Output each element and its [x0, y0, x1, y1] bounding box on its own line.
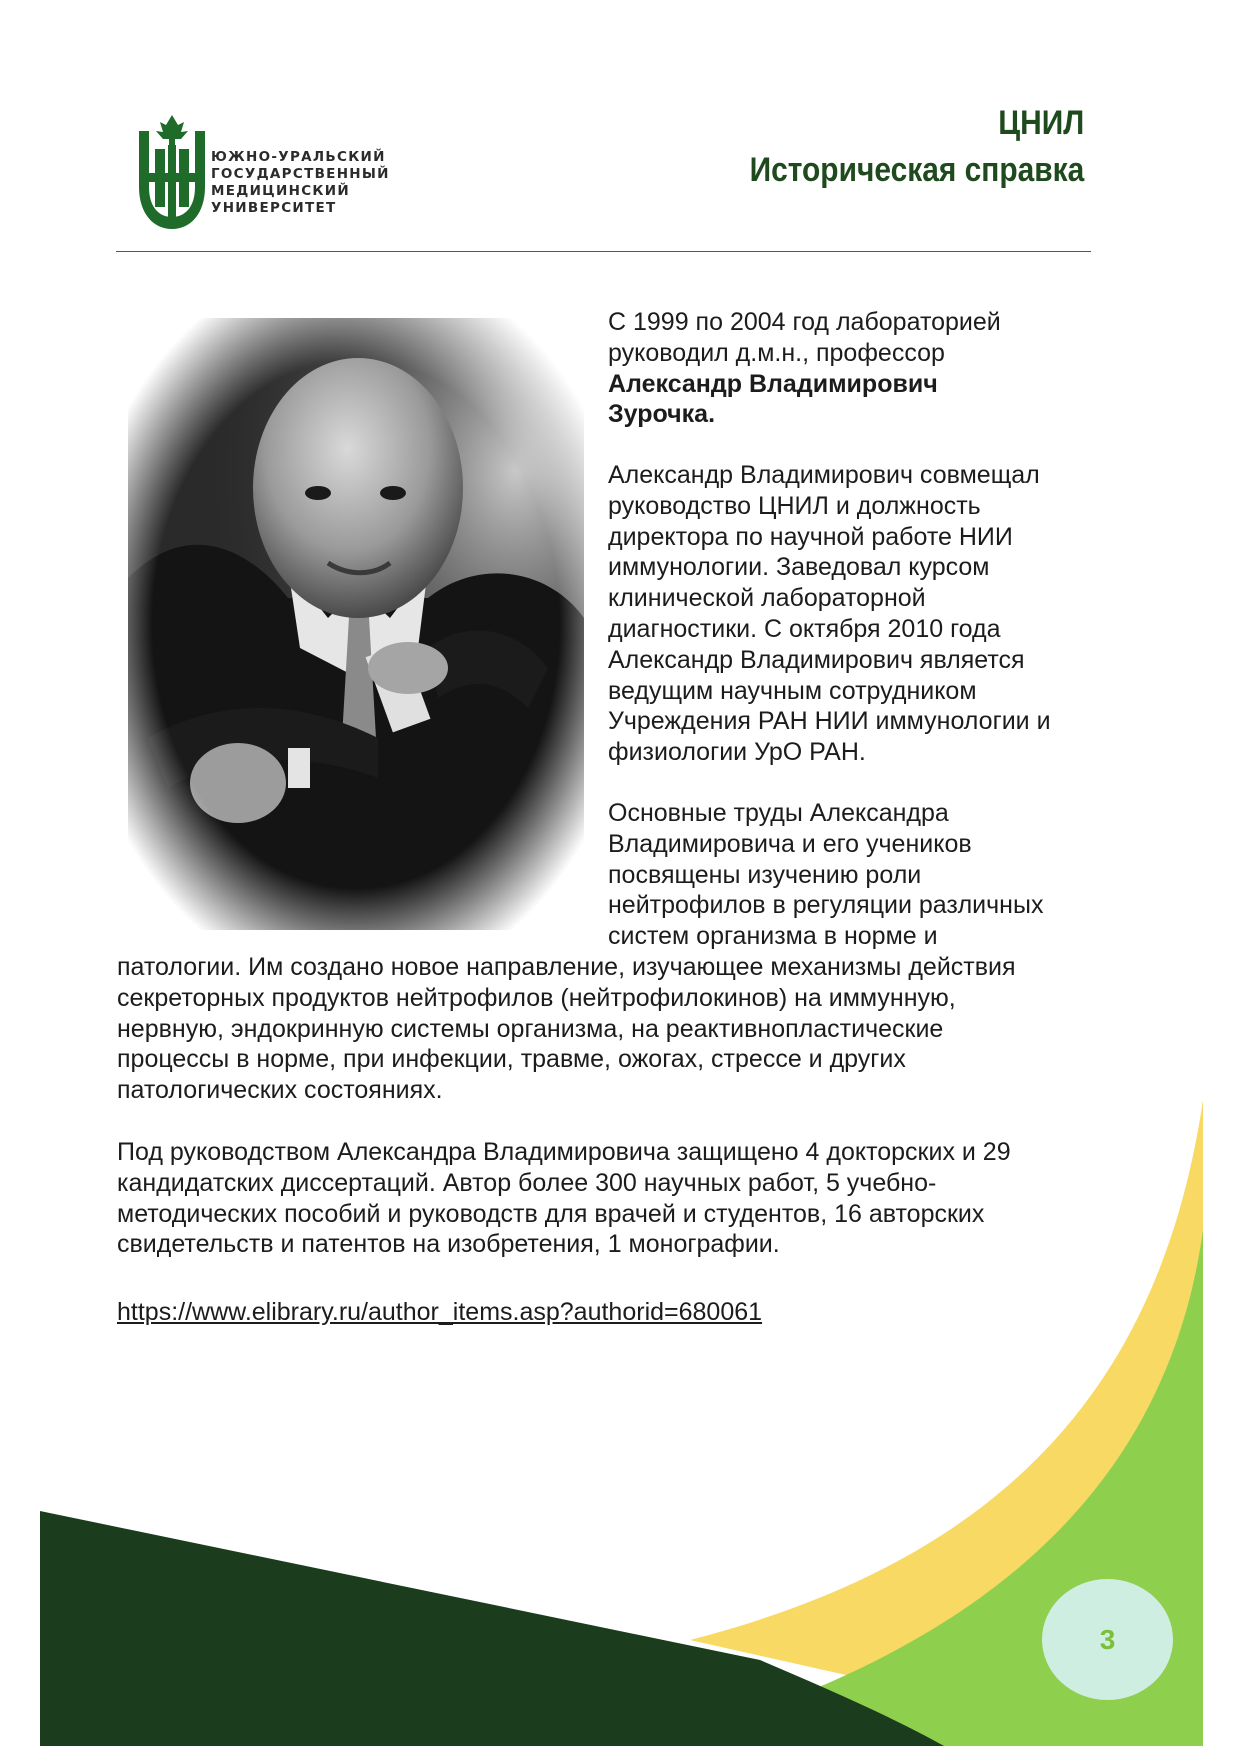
text-line: Основные труды Александра [608, 799, 949, 827]
logo-line: УНИВЕРСИТЕТ [211, 200, 337, 216]
page-number-badge [1042, 1579, 1173, 1700]
text-line: Владимировича и его учеников [608, 829, 972, 858]
logo-line: ЮЖНО-УРАЛЬСКИЙ [211, 149, 386, 165]
page-subtitle: Историческая справка [749, 151, 1084, 189]
text-line: Учреждения РАН НИИ иммунологии и [608, 707, 1051, 736]
text-line: диагностики. С октября 2010 года [608, 614, 1001, 643]
text-line: кандидатских диссертаций. Автор более 300 научных работ, 5 учебно- [117, 1168, 937, 1197]
elibrary-link[interactable]: https://www.elibrary.ru/author_items.asp?authorid=680061 [117, 1298, 763, 1326]
text-line: руководство ЦНИЛ и должность [608, 491, 981, 520]
achievements-paragraph [117, 1137, 1086, 1260]
research-paragraph-end [117, 952, 1086, 1106]
university-emblem-icon [137, 115, 207, 235]
text-line: ведущим научным сотрудником [608, 676, 977, 705]
professor-name-line: Александр Владимирович [608, 369, 938, 398]
page-number: 3 [1099, 1623, 1116, 1655]
text-line: посвящены изучению роли [608, 860, 922, 889]
university-logo [137, 115, 407, 245]
header-divider [116, 251, 1091, 252]
text-line: Александр Владимирович совмещал [608, 461, 1040, 489]
text-line: клинической лабораторной [608, 584, 926, 613]
portrait-silhouette [128, 318, 584, 930]
text-line: руководил д.м.н., профессор [608, 338, 945, 367]
intro-paragraph [608, 307, 1086, 430]
text-line: свидетельств и патентов на изобретения, 1 монографии. [117, 1230, 780, 1259]
text-line: нейтрофилов в регуляции различных [608, 891, 1044, 920]
text-line: директора по научной работе НИИ [608, 522, 1013, 551]
page-title: ЦНИЛ [998, 104, 1084, 142]
professor-name-line: Зурочка. [608, 400, 716, 429]
research-paragraph-start [608, 798, 1086, 952]
logo-line: МЕДИЦИНСКИЙ [211, 183, 350, 199]
text-line: Под руководством Александра Владимировича защищено 4 докторских и 29 [117, 1138, 1011, 1166]
page-header [704, 100, 1084, 194]
text-line: физиологии УрО РАН. [608, 738, 866, 767]
logo-line: ГОСУДАРСТВЕННЫЙ [211, 166, 390, 182]
text-line: С 1999 по 2004 год лабораторией [608, 308, 1001, 336]
text-line: нервную, эндокринную системы организма, на реактивнопластические [117, 1014, 944, 1043]
portrait-photo [128, 318, 584, 930]
text-line: иммунологии. Заведовал курсом [608, 553, 990, 582]
career-paragraph [608, 460, 1086, 768]
text-line: систем организма в норме и [608, 922, 938, 951]
text-line: патологических состояниях. [117, 1076, 443, 1105]
text-line: процессы в норме, при инфекции, травме, ожогах, стрессе и других [117, 1045, 906, 1074]
university-name [211, 149, 390, 217]
text-line: методических пособий и руководств для врачей и студентов, 16 авторских [117, 1199, 985, 1228]
text-line: патологии. Им создано новое направление, изучающее механизмы действия [117, 953, 1016, 981]
text-line: Александр Владимирович является [608, 645, 1025, 674]
text-line: секреторных продуктов нейтрофилов (нейтрофилокинов) на иммунную, [117, 983, 956, 1012]
